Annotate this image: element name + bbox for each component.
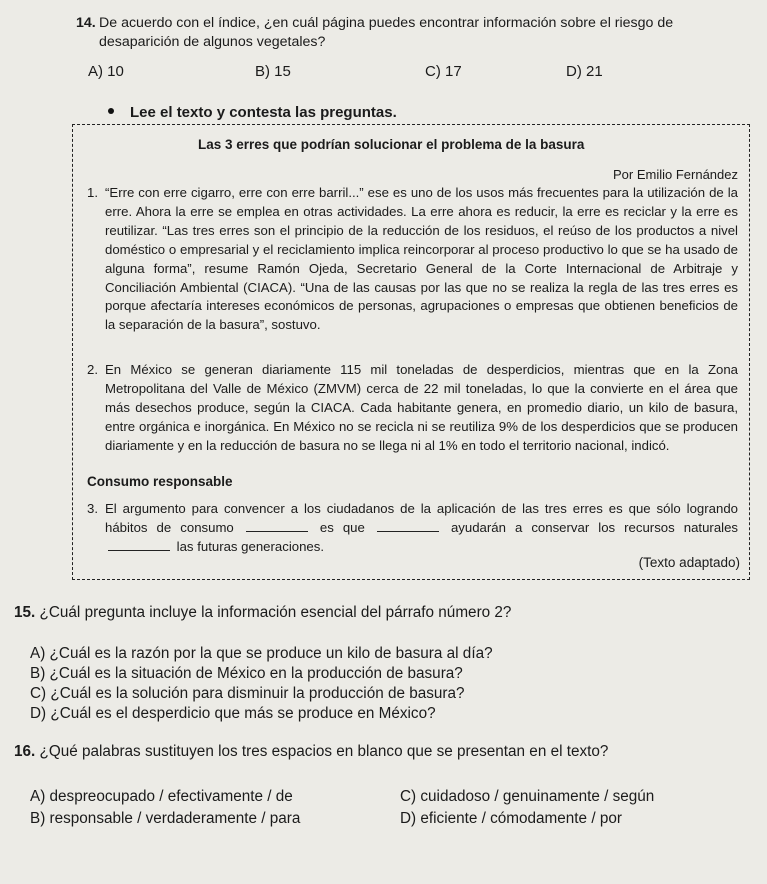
paragraph-2: 2. En México se generan diariamente 115 mil toneladas de desperdicios, mientras que en la Zona Metropolitana del Valle de México (ZMVM) cerca de 22 mil toneladas, lo que la convierte en el área que más desechos produce, según la CIACA. Cada habitante genera, en promedio diario, un kilo de basura, entre orgánica e inorgánica. En México no se recicla ni se reutiliza 9% de los desperdicios que se producen diariamente y en la reducción de basura no se llega ni al 1% en todo el territorio nacional, indicó. <box>87 362 738 453</box>
blank-2[interactable] <box>377 521 439 532</box>
question-15 <box>14 604 511 622</box>
bullet-icon <box>108 108 114 114</box>
question-number: 15. <box>14 604 36 621</box>
q15-option-d[interactable]: D) ¿Cuál es el desperdicio que más se produce en México? <box>30 705 436 722</box>
paragraph-1: 1. “Erre con erre cigarro, erre con erre barril...” ese es uno de los usos más frecuentes para la utilización de la erre. Ahora la erre se emplea en otras actividades. La erre ahora es reducir, la erre es reciclar y la erre es reutilizar. “Las tres erres son el principio de la reducción de los residuos, el reúso de los productos a nivel doméstico o empresarial y el reciclamiento implica reincorporar al proceso productivo lo que se ha usado de alguna forma”, resume Ramón Ojeda, Secretario General de la Corte Internacional de Arbitraje y Conciliación Ambiental (CIACA). “Una de las causas por las que no se realiza la regla de las tres erres es porque afectaría intereses económicos de personas, agrupaciones o empresas que obtienen beneficios de la separación de la basura”, sostuvo. <box>87 185 738 333</box>
paragraph-number: 1. <box>87 185 98 200</box>
question-text: ¿Qué palabras sustituyen los tres espacios en blanco que se presentan en el texto? <box>39 743 609 760</box>
question-16 <box>14 743 608 761</box>
article-author: Por Emilio Fernández <box>613 167 738 182</box>
blank-1[interactable] <box>246 521 308 532</box>
paragraph-3: 3. El argumento para convencer a los ciudadanos de la aplicación de las tres erres es que sólo logrando hábitos de consumo es que ayudarán a conservar los recursos naturales las futuras generaciones. <box>87 501 739 554</box>
q15-option-b[interactable]: B) ¿Cuál es la situación de México en la producción de basura? <box>30 665 463 682</box>
q16-option-d[interactable]: D) eficiente / cómodamente / por <box>400 810 622 827</box>
q14-option-b[interactable]: B) 15 <box>255 63 291 80</box>
question-text: De acuerdo con el índice, ¿en cuál página puedes encontrar información sobre el riesgo de desaparición de algunos vegetales? <box>99 15 674 50</box>
article-subtitle: Consumo responsable <box>87 474 233 489</box>
article-source: (Texto adaptado) <box>638 555 740 570</box>
paragraph-number: 2. <box>87 362 98 377</box>
question-14 <box>76 14 756 52</box>
paragraph-number: 3. <box>87 501 98 516</box>
question-number: 16. <box>14 743 36 760</box>
question-number: 14. <box>76 15 96 31</box>
q16-option-a[interactable]: A) despreocupado / efectivamente / de <box>30 788 293 805</box>
article-title: Las 3 erres que podrían solucionar el problema de la basura <box>198 137 585 152</box>
q14-option-c[interactable]: C) 17 <box>425 63 462 80</box>
instruction: Lee el texto y contesta las preguntas. <box>108 104 397 121</box>
q16-option-c[interactable]: C) cuidadoso / genuinamente / según <box>400 788 655 805</box>
q15-option-c[interactable]: C) ¿Cuál es la solución para disminuir la producción de basura? <box>30 685 465 702</box>
q14-option-a[interactable]: A) 10 <box>88 63 124 80</box>
blank-3[interactable] <box>108 540 170 551</box>
q16-option-b[interactable]: B) responsable / verdaderamente / para <box>30 810 301 827</box>
question-text: ¿Cuál pregunta incluye la información esencial del párrafo número 2? <box>39 604 512 621</box>
q14-option-d[interactable]: D) 21 <box>566 63 603 80</box>
q15-option-a[interactable]: A) ¿Cuál es la razón por la que se produce un kilo de basura al día? <box>30 645 493 662</box>
